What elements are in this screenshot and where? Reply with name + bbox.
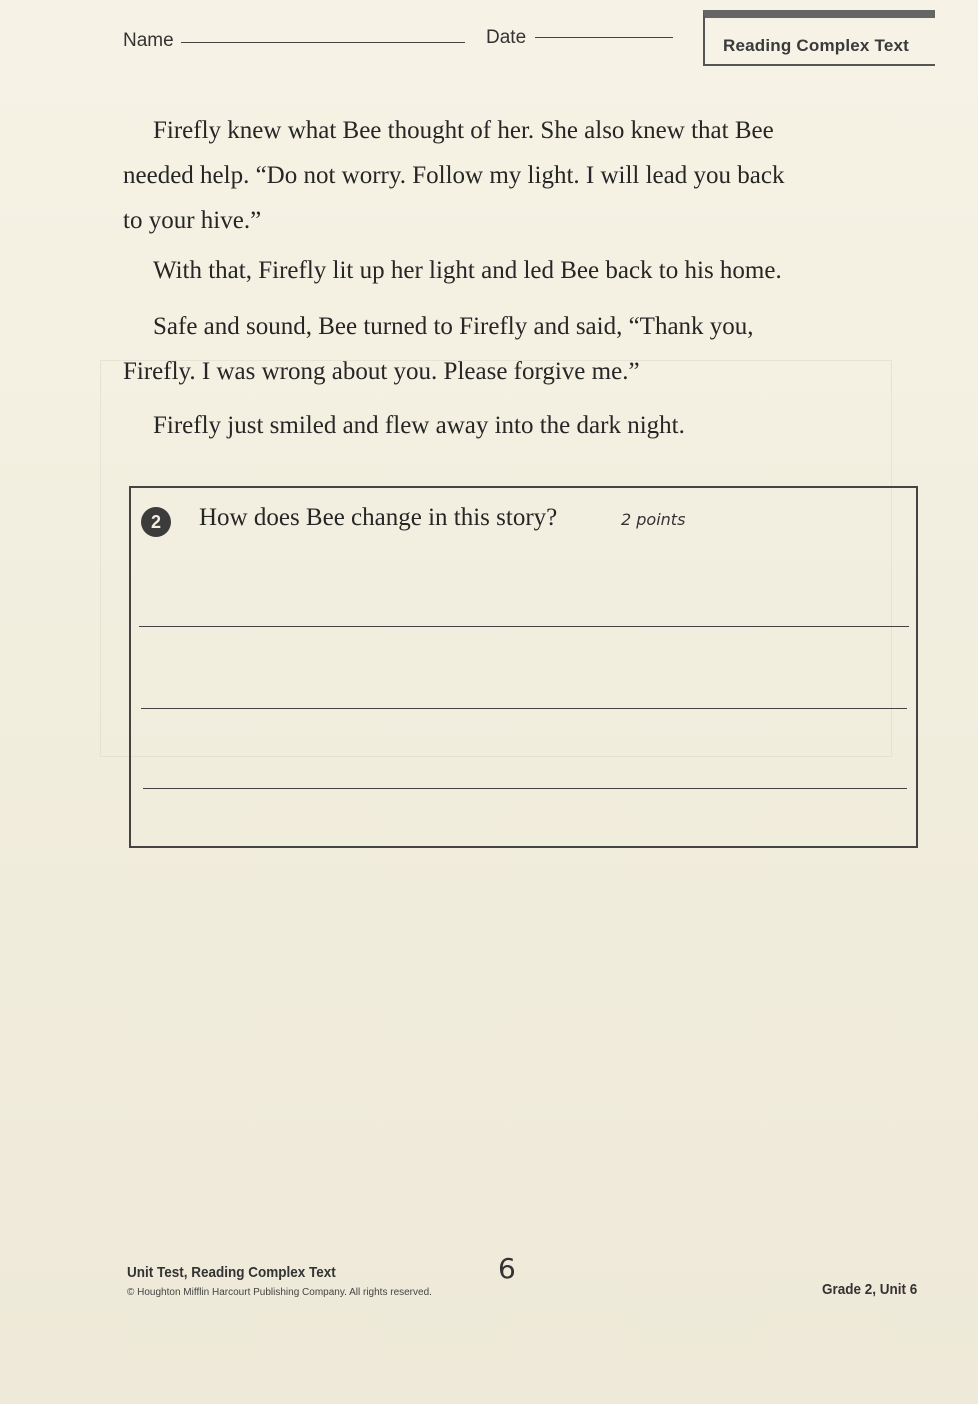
handwritten-page-number: 6 (498, 1252, 516, 1285)
footer-title: Unit Test, Reading Complex Text (127, 1264, 336, 1281)
passage-line: Safe and sound, Bee turned to Firefly and said, “Thank you, (153, 313, 754, 340)
section-title: Reading Complex Text (723, 36, 909, 55)
section-header-box (703, 10, 935, 66)
question-number-badge: 2 (141, 507, 171, 537)
passage-line: With that, Firefly lit up her light and led Bee back to his home. (153, 257, 782, 284)
date-field[interactable] (535, 37, 673, 38)
question-text: How does Bee change in this story? (199, 504, 558, 531)
name-field[interactable] (181, 42, 465, 43)
question-box (129, 486, 918, 848)
handwritten-points-note: 2 points (621, 510, 686, 529)
footer-copyright: © Houghton Mifflin Harcourt Publishing Company. All rights reserved. (127, 1287, 432, 1298)
passage-line: to your hive.” (123, 207, 262, 234)
passage-line: Firefly just smiled and flew away into the dark night. (153, 412, 685, 439)
footer-grade-unit: Grade 2, Unit 6 (822, 1281, 918, 1298)
passage-line: needed help. “Do not worry. Follow my light. I will lead you back (123, 162, 785, 189)
date-label: Date (486, 27, 527, 48)
answer-line-2[interactable] (141, 708, 907, 709)
passage-line: Firefly knew what Bee thought of her. She also knew that Bee (153, 117, 774, 144)
name-label: Name (123, 30, 174, 51)
passage-line: Firefly. I was wrong about you. Please forgive me.” (123, 358, 640, 385)
answer-line-1[interactable] (139, 626, 909, 627)
answer-line-3[interactable] (143, 788, 907, 789)
